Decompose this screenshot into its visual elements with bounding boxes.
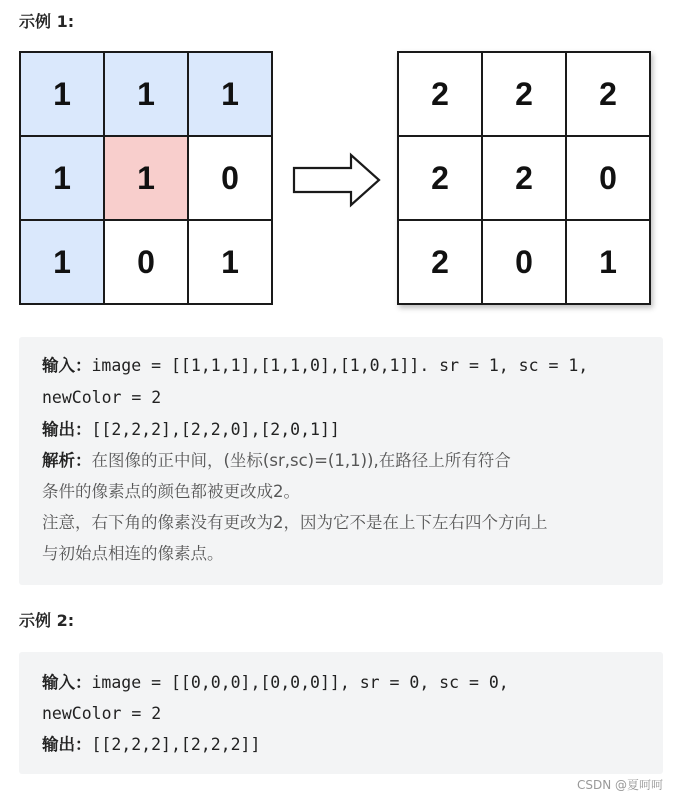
grid-before-cell: 1 xyxy=(105,137,189,221)
grid-before-cell: 1 xyxy=(21,137,105,221)
right-arrow-icon xyxy=(291,152,383,208)
grid-before-cell: 0 xyxy=(189,137,273,221)
output-line xyxy=(42,734,260,755)
watermark: CSDN @夏呵呵 xyxy=(576,778,663,792)
input-line-2: newColor = 2 xyxy=(42,704,162,723)
example-1-heading: 示例 1: xyxy=(19,12,75,31)
input-value: image = [[1,1,1],[1,1,0],[1,0,1]]. sr = 1, sc = 1, xyxy=(91,356,589,375)
input-line xyxy=(42,672,509,693)
input-label: 输入： xyxy=(42,673,92,692)
explanation-line-1 xyxy=(42,450,511,471)
grid-after-cell: 0 xyxy=(483,221,567,305)
example-1-code-block xyxy=(19,337,663,585)
output-value: [[2,2,2],[2,2,2]] xyxy=(91,735,261,754)
grid-after-cell: 2 xyxy=(399,137,483,221)
explanation-line-3: 注意，右下角的像素没有更改为2，因为它不是在上下左右四个方向上 xyxy=(42,513,548,532)
output-label: 输出： xyxy=(42,420,92,439)
output-line xyxy=(42,419,340,440)
explanation-label: 解析： xyxy=(42,451,92,470)
grid-after-cell: 2 xyxy=(567,53,651,137)
grid-before-cell: 1 xyxy=(21,221,105,305)
grid-after-cell: 2 xyxy=(483,53,567,137)
grid-after-cell: 0 xyxy=(567,137,651,221)
input-value: image = [[0,0,0],[0,0,0]], sr = 0, sc = 0, xyxy=(91,673,509,692)
grid-after-cell: 2 xyxy=(483,137,567,221)
grid-before-cell: 0 xyxy=(105,221,189,305)
explanation-line-4: 与初始点相连的像素点。 xyxy=(42,544,224,563)
grid-after xyxy=(397,51,651,305)
output-value: [[2,2,2],[2,2,0],[2,0,1]] xyxy=(91,420,340,439)
grid-before-cell: 1 xyxy=(105,53,189,137)
output-label: 输出： xyxy=(42,735,92,754)
grid-before-cell: 1 xyxy=(21,53,105,137)
explanation-line-2: 条件的像素点的颜色都被更改成2。 xyxy=(42,482,300,501)
grid-before-cell: 1 xyxy=(189,221,273,305)
grid-after-cell: 2 xyxy=(399,221,483,305)
grid-after-cell: 1 xyxy=(567,221,651,305)
grid-after-cell: 2 xyxy=(399,53,483,137)
grid-before xyxy=(19,51,273,305)
grid-before-cell: 1 xyxy=(189,53,273,137)
input-line xyxy=(42,355,588,376)
example-2-heading: 示例 2: xyxy=(19,611,75,630)
input-line-2: newColor = 2 xyxy=(42,388,162,407)
input-label: 输入： xyxy=(42,356,92,375)
explanation-text-1: 在图像的正中间，(坐标(sr,sc)=(1,1)),在路径上所有符合 xyxy=(91,451,511,470)
example-2-code-block xyxy=(19,652,663,774)
